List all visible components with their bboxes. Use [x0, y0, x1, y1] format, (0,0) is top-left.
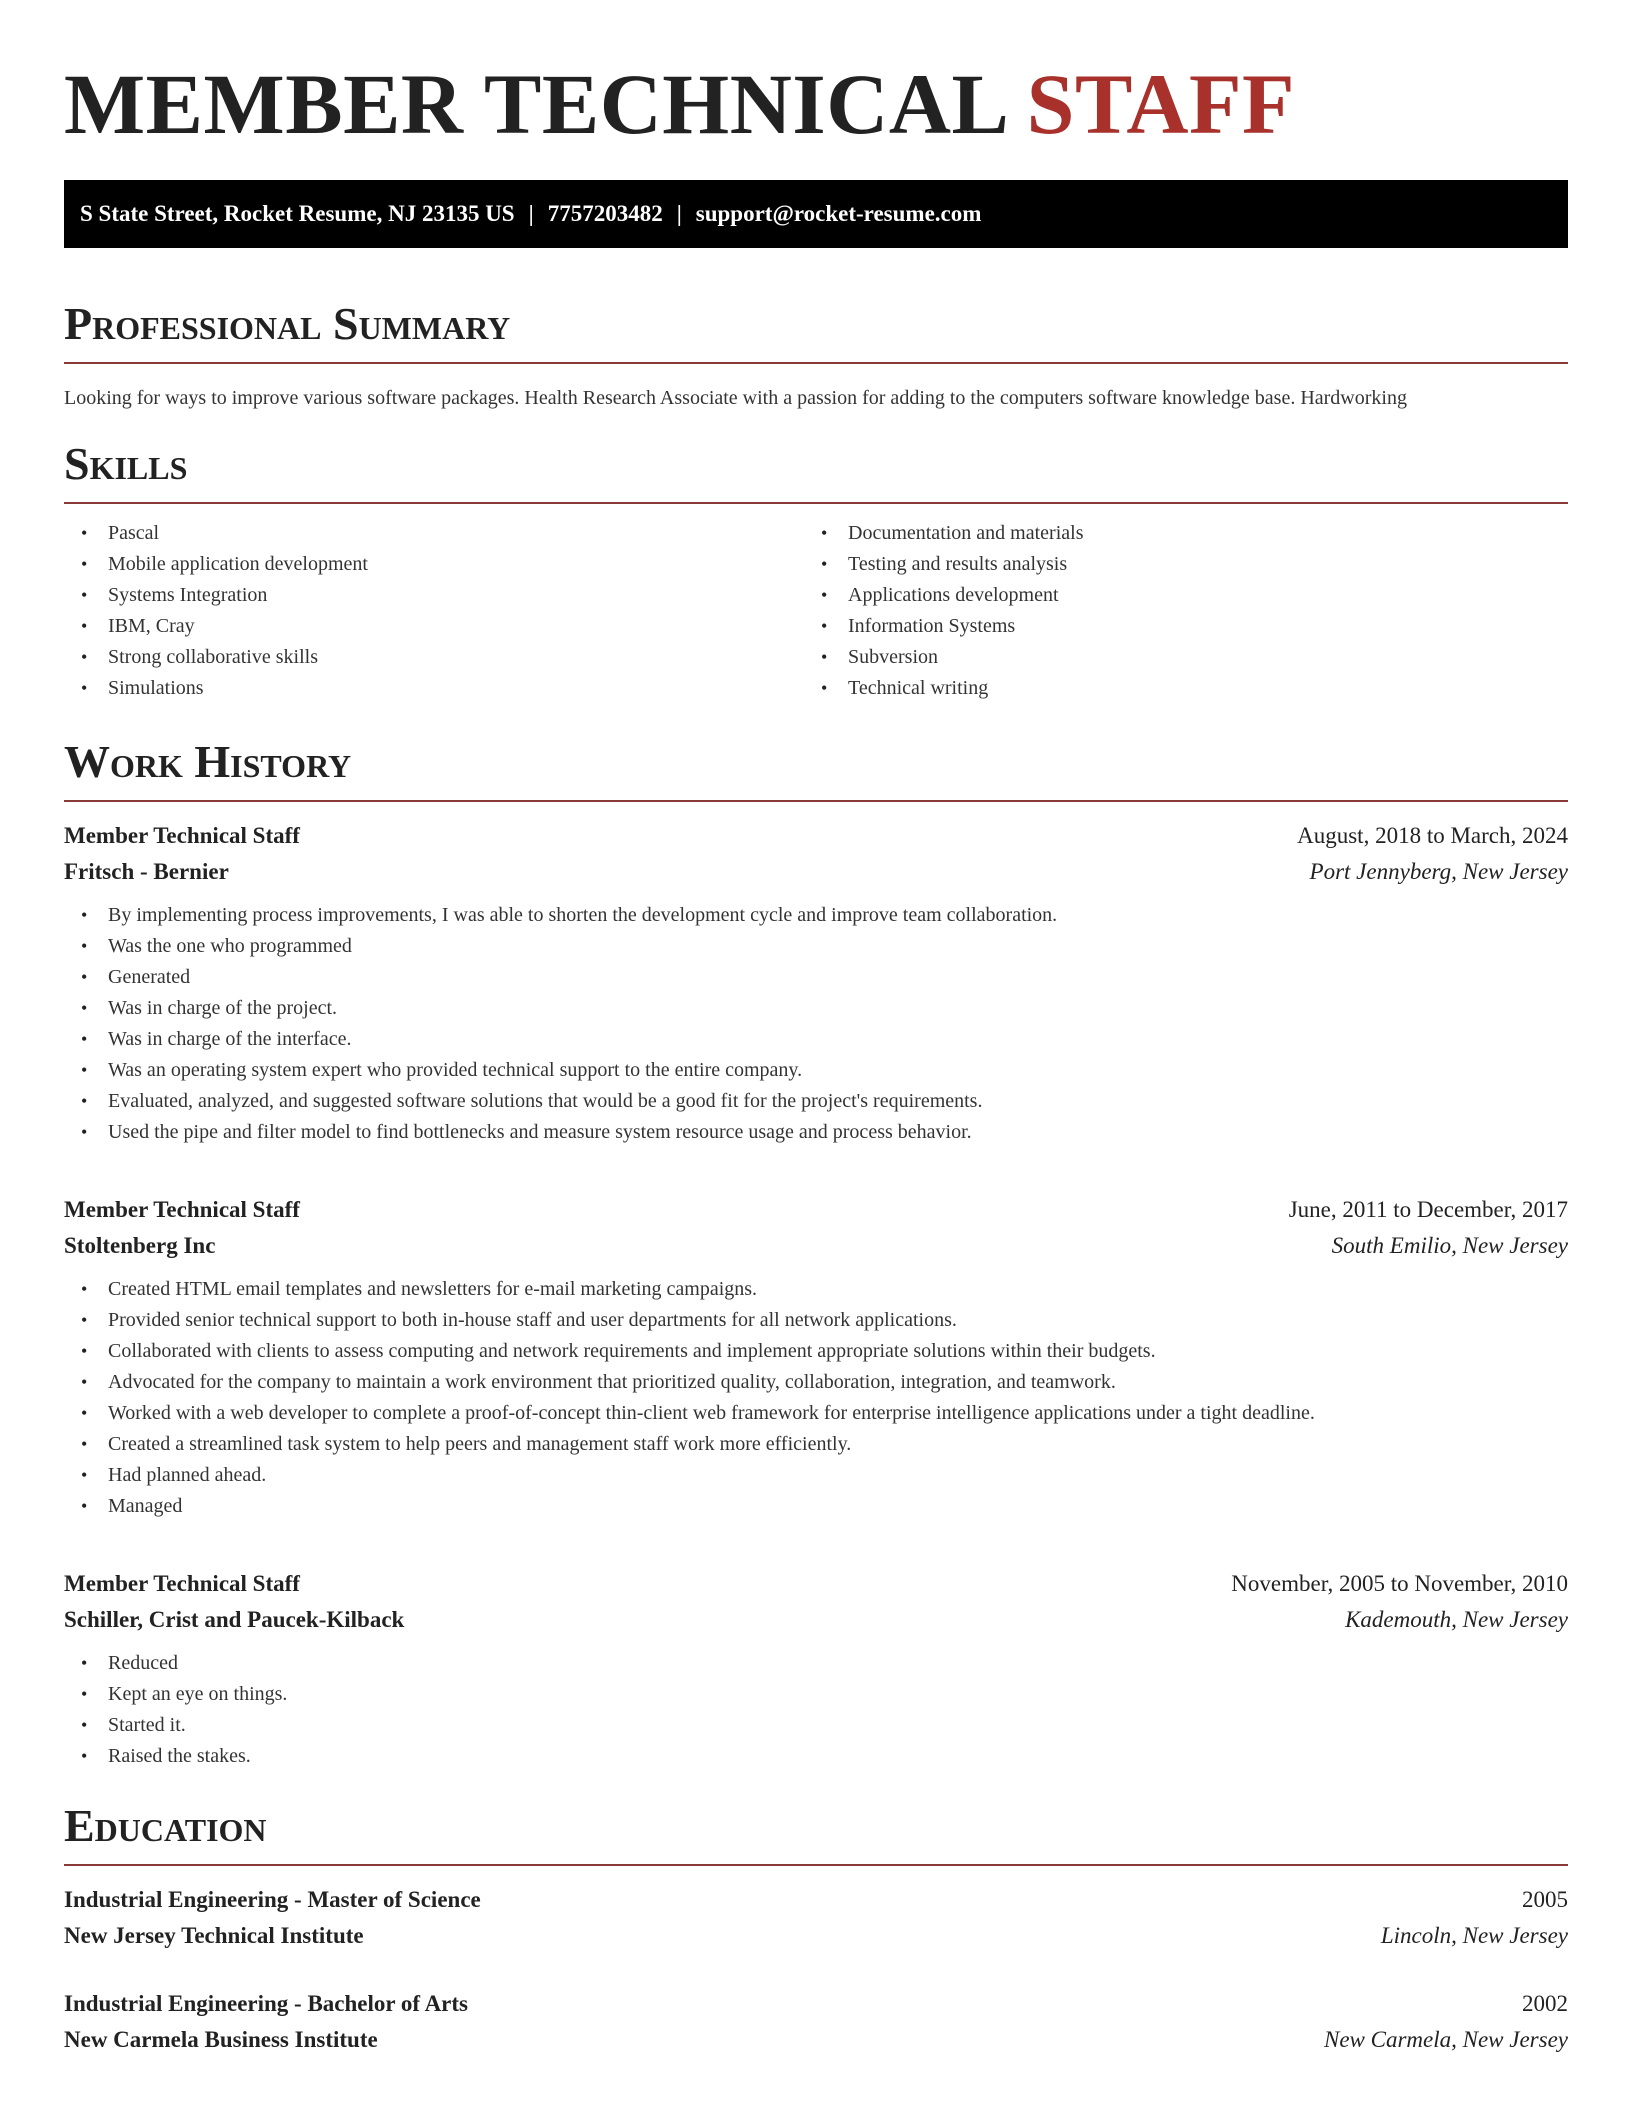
- job-bullet: • Started it.: [64, 1710, 1568, 1741]
- job-bullets: [64, 1274, 1568, 1522]
- skill-item: • IBM, Cray: [64, 611, 804, 642]
- job-bullet: • Was in charge of the project.: [64, 993, 1568, 1024]
- education-subheader: [64, 2022, 1568, 2058]
- section-divider: [64, 502, 1568, 504]
- job-bullet: • Evaluated, analyzed, and suggested software solutions that would be a good fit for the project's requirements.: [64, 1086, 1568, 1117]
- education-school: New Jersey Technical Institute: [64, 1923, 364, 1948]
- education-degree: Industrial Engineering - Bachelor of Arts: [64, 1991, 469, 2016]
- job-bullets: [64, 900, 1568, 1148]
- job-subheader: [64, 854, 1568, 890]
- skills-heading: Skills: [64, 438, 188, 489]
- education-location: Lincoln, New Jersey: [1380, 1923, 1568, 1948]
- job-bullet: • Was the one who programmed: [64, 931, 1568, 962]
- education-year: 2005: [1522, 1887, 1568, 1912]
- job-subheader: [64, 1602, 1568, 1638]
- summary-heading: Professional Summary: [64, 298, 511, 349]
- job-bullet: • Reduced: [64, 1648, 1568, 1679]
- contact-email[interactable]: support@rocket-resume.com: [695, 201, 982, 226]
- education-degree: Industrial Engineering - Master of Science: [64, 1887, 481, 1912]
- title-accent: STAFF: [1026, 56, 1296, 152]
- skill-item: • Technical writing: [804, 673, 1544, 704]
- job-location: Kademouth, New Jersey: [1345, 1607, 1568, 1632]
- skills-columns: [64, 518, 1568, 704]
- skills-section: [64, 436, 1568, 704]
- skills-list-right: [804, 518, 1544, 704]
- job-dates: June, 2011 to December, 2017: [1288, 1197, 1568, 1222]
- education-header: [64, 1882, 1568, 1918]
- summary-section: [64, 296, 1568, 412]
- job-header: [64, 1192, 1568, 1228]
- summary-text: Looking for ways to improve various software packages. Health Research Associate with a passion for adding to the computers software knowledge base. Hardworking: [64, 387, 1407, 409]
- skill-item: • Information Systems: [804, 611, 1544, 642]
- job-header: [64, 818, 1568, 854]
- job-location: South Emilio, New Jersey: [1331, 1233, 1568, 1258]
- job-bullet: • Generated: [64, 962, 1568, 993]
- contact-phone[interactable]: 7757203482: [547, 201, 663, 226]
- education-year: 2002: [1522, 1991, 1568, 2016]
- education-subheader: [64, 1918, 1568, 1954]
- education-heading: Education: [64, 1800, 267, 1851]
- skill-item: • Subversion: [804, 642, 1544, 673]
- education-entry: [64, 1986, 1568, 2058]
- job-bullets: [64, 1648, 1568, 1772]
- skills-list-left: [64, 518, 804, 704]
- job-bullet: • Had planned ahead.: [64, 1460, 1568, 1491]
- job-bullet: • By implementing process improvements, I was able to shorten the development cycle and improve team collaboration.: [64, 900, 1568, 931]
- job-title: Member Technical Staff: [64, 823, 300, 848]
- work-history-heading: Work History: [64, 736, 352, 787]
- job-location: Port Jennyberg, New Jersey: [1309, 859, 1568, 884]
- job-bullet: • Managed: [64, 1491, 1568, 1522]
- contact-separator: |: [676, 201, 682, 226]
- job-subheader: [64, 1228, 1568, 1264]
- job-title: Member Technical Staff: [64, 1197, 300, 1222]
- job-bullet: • Advocated for the company to maintain a work environment that prioritized quality, collaboration, integration, and teamwork.: [64, 1367, 1568, 1398]
- education-header: [64, 1986, 1568, 2022]
- skill-item: • Testing and results analysis: [804, 549, 1544, 580]
- skill-item: • Applications development: [804, 580, 1544, 611]
- job-bullet: • Was in charge of the interface.: [64, 1024, 1568, 1055]
- education-section: [64, 1798, 1568, 2058]
- section-divider: [64, 800, 1568, 802]
- section-divider: [64, 362, 1568, 364]
- job-bullet: • Was an operating system expert who provided technical support to the entire company.: [64, 1055, 1568, 1086]
- job-dates: August, 2018 to March, 2024: [1297, 823, 1568, 848]
- skill-item: • Simulations: [64, 673, 804, 704]
- job-bullet: • Kept an eye on things.: [64, 1679, 1568, 1710]
- job-bullet: • Worked with a web developer to complete a proof-of-concept thin-client web framework for enterprise intelligence applications under a tight deadline.: [64, 1398, 1568, 1429]
- job-dates: November, 2005 to November, 2010: [1231, 1571, 1568, 1596]
- contact-address: S State Street, Rocket Resume, NJ 23135 US: [80, 201, 515, 226]
- job-company: Fritsch - Bernier: [64, 859, 229, 884]
- job-bullet: • Created a streamlined task system to help peers and management staff work more efficiently.: [64, 1429, 1568, 1460]
- job-bullet: • Provided senior technical support to both in-house staff and user departments for all network applications.: [64, 1305, 1568, 1336]
- skill-item: • Strong collaborative skills: [64, 642, 804, 673]
- education-location: New Carmela, New Jersey: [1323, 2027, 1568, 2052]
- job-entry: [64, 1192, 1568, 1522]
- job-entry: [64, 1566, 1568, 1772]
- resume-title: [64, 56, 1568, 152]
- skill-item: • Pascal: [64, 518, 804, 549]
- skill-item: • Documentation and materials: [804, 518, 1544, 549]
- job-bullet: • Collaborated with clients to assess computing and network requirements and implement appropriate solutions within their budgets.: [64, 1336, 1568, 1367]
- job-title: Member Technical Staff: [64, 1571, 300, 1596]
- skill-item: • Mobile application development: [64, 549, 804, 580]
- work-history-section: [64, 734, 1568, 1772]
- skill-item: • Systems Integration: [64, 580, 804, 611]
- job-header: [64, 1566, 1568, 1602]
- job-bullet: • Created HTML email templates and newsletters for e-mail marketing campaigns.: [64, 1274, 1568, 1305]
- education-entry: [64, 1882, 1568, 1954]
- contact-separator: |: [528, 201, 534, 226]
- title-main: MEMBER TECHNICAL: [64, 56, 1005, 152]
- job-entry: [64, 818, 1568, 1148]
- section-divider: [64, 1864, 1568, 1866]
- job-bullet: • Used the pipe and filter model to find bottlenecks and measure system resource usage and process behavior.: [64, 1117, 1568, 1148]
- job-company: Schiller, Crist and Paucek-Kilback: [64, 1607, 405, 1632]
- contact-bar: [64, 180, 1568, 248]
- education-school: New Carmela Business Institute: [64, 2027, 378, 2052]
- job-bullet: • Raised the stakes.: [64, 1741, 1568, 1772]
- job-company: Stoltenberg Inc: [64, 1233, 216, 1258]
